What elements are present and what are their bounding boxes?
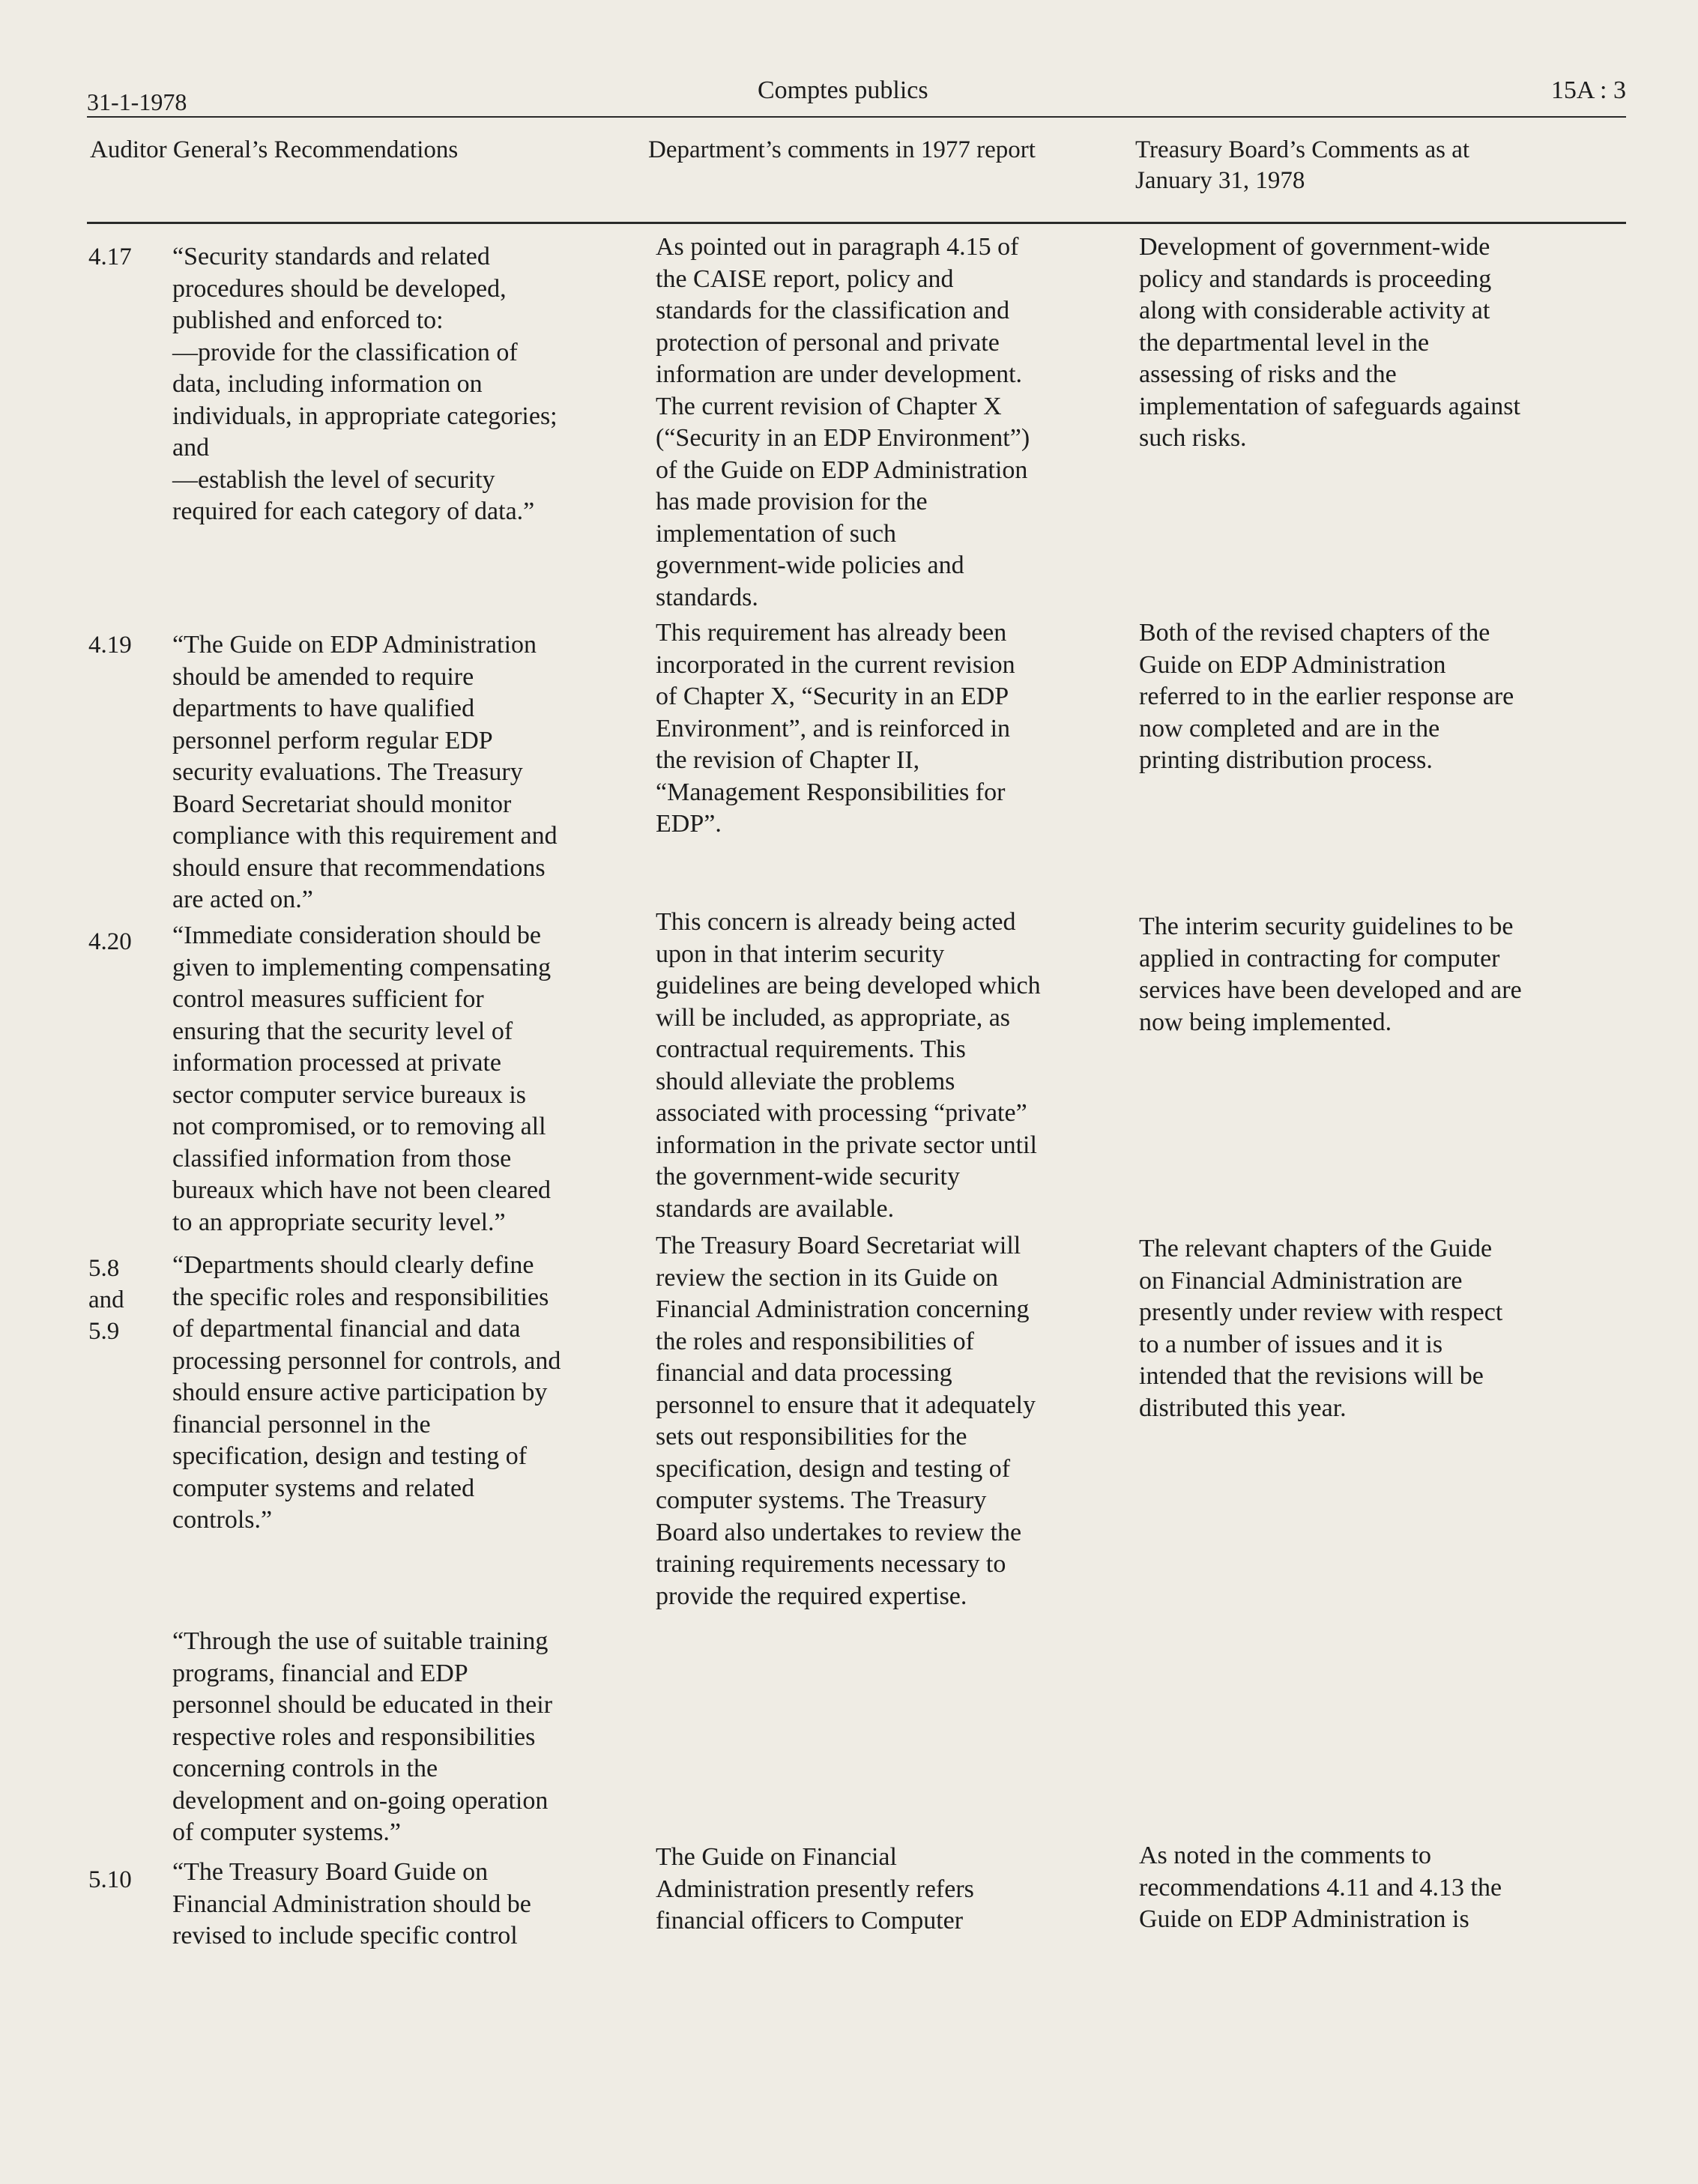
department-comment: The Guide on Financial Administration presently refers financial officers to Computer xyxy=(656,1843,974,1935)
header-date: 31-1-1978 xyxy=(87,88,187,115)
recommendation-text: “Security standards and related procedures should be developed, published and enforced to: —provide for the classification of data, including information on individuals, in appropriate categories; and —establish the level of security required for each category of data.” xyxy=(172,243,558,525)
department-comment: This requirement has already been incorporated in the current revision of Chapter X, “Security in an EDP Environment”, and is reinforced in the revision of Chapter II, “Management Responsibilities for EDP”. xyxy=(656,619,1015,838)
recommendation-number: 5.10 xyxy=(88,1866,132,1893)
header-page-number: 15A : 3 xyxy=(1550,76,1626,104)
recommendation-number: 4.19 xyxy=(88,632,132,659)
treasury-comment: The interim security guidelines to be applied in contracting for computer services have been developed and are now being implemented. xyxy=(1139,913,1522,1036)
recommendation-text: “Through the use of suitable training programs, financial and EDP personnel should be educated in their respective roles and responsibilities concerning controls in the development and on-going operation of computer systems.” xyxy=(172,1627,553,1846)
recommendation-number: 4.17 xyxy=(88,243,132,270)
column-header-treasury: Treasury Board’s Comments as at January 31, 1978 xyxy=(1135,136,1470,194)
treasury-comment: The relevant chapters of the Guide on Financial Administration are presently under review with respect to a number of issues and it is intended that the revisions will be distributed this year. xyxy=(1139,1235,1503,1422)
treasury-comment: Development of government-wide policy and standards is proceeding along with considerable activity at the departmental level in the assessing of risks and the implementation of safeguards against such risks. xyxy=(1139,233,1520,452)
recommendation-text: “The Guide on EDP Administration should be amended to require departments to have qualified personnel perform regular EDP security evaluations. The Treasury Board Secretariat should monitor compliance with this requirement and should ensure that recommendations are acted on.” xyxy=(172,631,558,913)
recommendation-text: “Immediate consideration should be given to implementing compensating control measures sufficient for ensuring that the security level of information processed at private sector computer service bureaux is not compromised, or to removing all classified information from those bureaux which have not been cleared to an appropriate security level.” xyxy=(172,922,552,1236)
column-header-auditor: Auditor General’s Recommendations xyxy=(90,136,459,163)
department-comment: As pointed out in paragraph 4.15 of the CAISE report, policy and standards for the classification and protection of personal and private information are under development. The current revision of Chapter X (“Security in an EDP Environment”) of the Guide on EDP Administration has made provision for the implementation of such government-wide policies and standards. xyxy=(656,233,1030,611)
column-header-department: Department’s comments in 1977 report xyxy=(648,136,1036,163)
department-comment: The Treasury Board Secretariat will review the section in its Guide on Financial Administration concerning the roles and responsibilities of financial and data processing personnel to ensure that it adequately sets out responsibilities for the specification, design and testing of computer systems. The Treasury Board also undertakes to review the training requirements necessary to provide the required expertise. xyxy=(656,1232,1036,1610)
header-title: Comptes publics xyxy=(758,76,928,104)
column-header-rule xyxy=(87,222,1626,224)
treasury-comment: As noted in the comments to recommendations 4.11 and 4.13 the Guide on EDP Administration is xyxy=(1139,1842,1502,1933)
recommendation-number: 5.8 and 5.9 xyxy=(88,1255,124,1345)
treasury-comment: Both of the revised chapters of the Guide on EDP Administration referred to in the earlier response are now completed and are in the printing distribution process. xyxy=(1139,619,1514,774)
header-rule xyxy=(87,116,1626,118)
recommendation-text: “Departments should clearly define the specific roles and responsibilities of departmental financial and data processing personnel for controls, and should ensure active participation by financial personnel in the specification, design and testing of computer systems and related controls.” xyxy=(172,1251,561,1534)
department-comment: This concern is already being acted upon in that interim security guidelines are being developed which will be included, as appropriate, as contractual requirements. This should alleviate the problems associated with processing “private” information in the private sector until the government-wide security standards are available. xyxy=(656,908,1041,1223)
recommendation-text: “The Treasury Board Guide on Financial Administration should be revised to include specific control xyxy=(172,1858,531,1949)
page-header xyxy=(87,73,1626,115)
recommendation-number: 4.20 xyxy=(88,928,132,955)
